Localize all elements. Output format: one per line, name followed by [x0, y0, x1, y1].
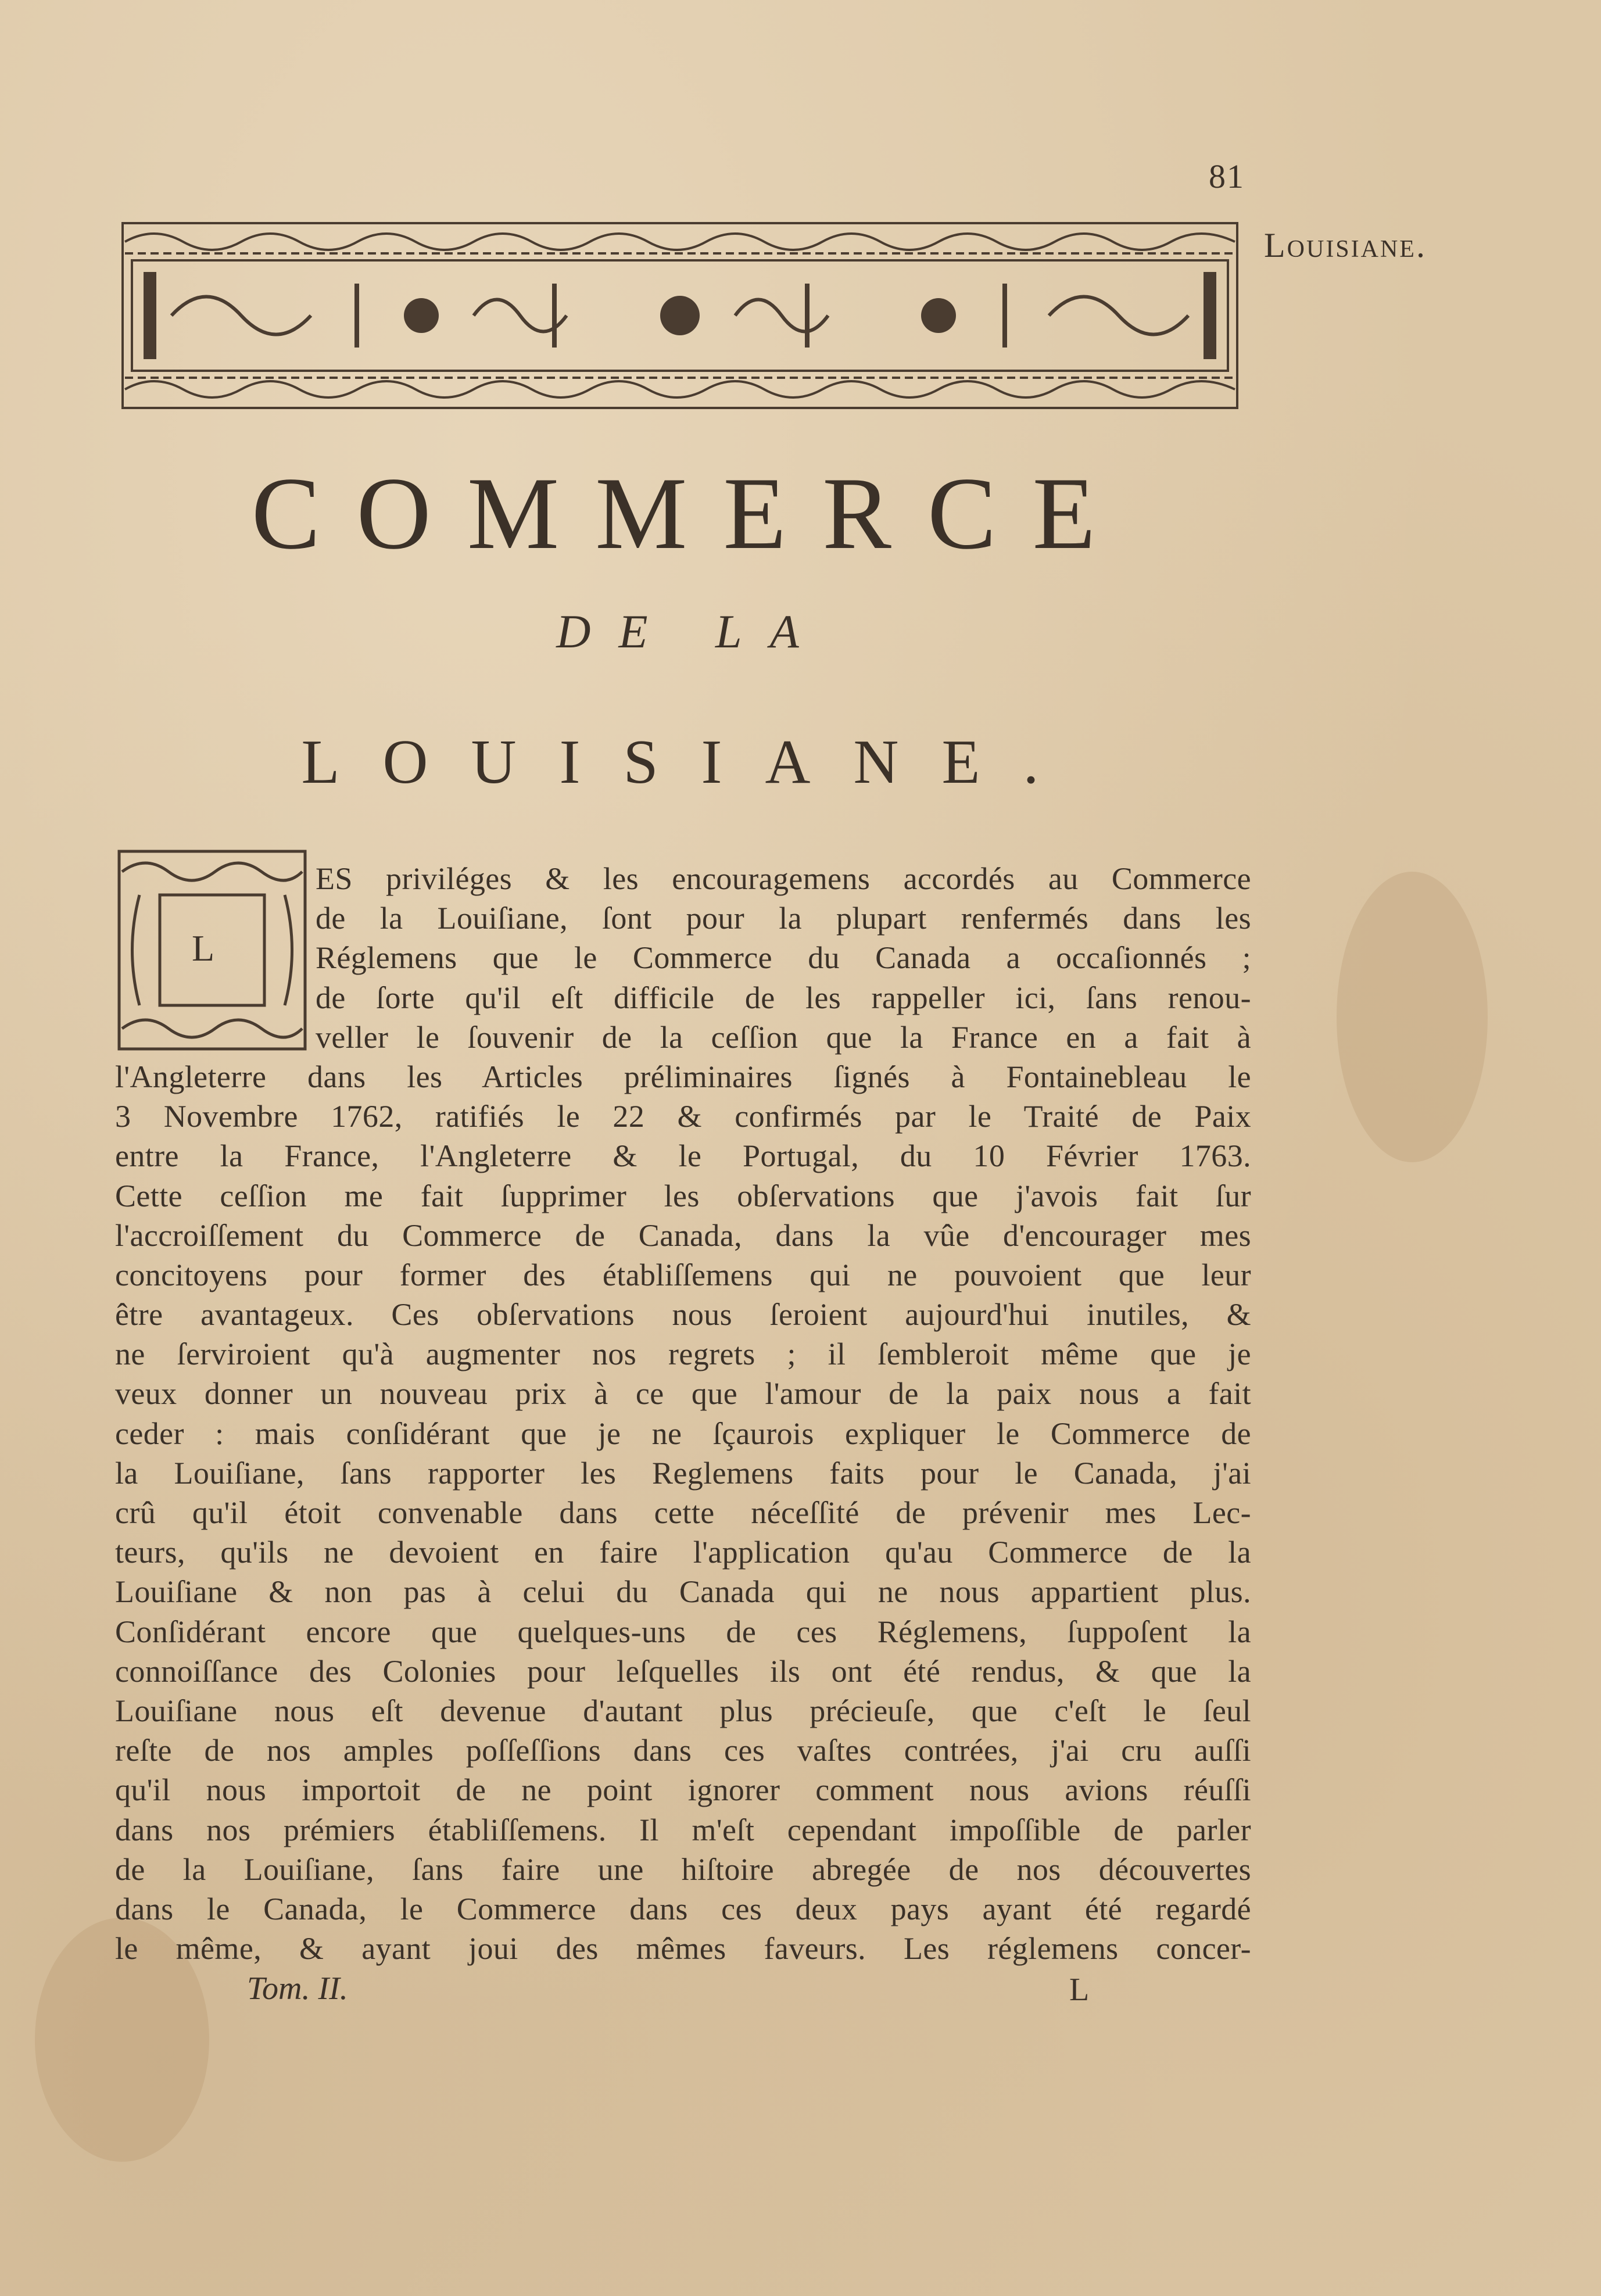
- text-line: dans nos prémiers établiſſemens. Il m'eſt cependant impoſſible de parler: [115, 1812, 1251, 1847]
- text-line: reſte de nos amples poſſeſſions dans ces vaſtes contrées, j'ai cru auſſi: [115, 1733, 1251, 1768]
- text-line: veller le ſouvenir de la ceſſion que la France en a fait à: [316, 1019, 1251, 1055]
- text-line: Louiſiane & non pas à celui du Canada qui ne nous appartient plus.: [115, 1574, 1251, 1610]
- page-subtitle-place: LOUISIANE.: [301, 728, 1082, 797]
- page-number: 81: [1209, 157, 1245, 195]
- text-line: connoiſſance des Colonies pour leſquelles ils ont été rendus, & que la: [115, 1653, 1251, 1689]
- text-line: le même, & ayant joui des mêmes faveurs. Les réglemens concer-: [115, 1931, 1251, 1967]
- text-line: Louiſiane nous eſt devenue d'autant plus précieuſe, que c'eſt le ſeul: [115, 1693, 1251, 1728]
- text-line: entre la France, l'Angleterre & le Portugal, du 10 Février 1763.: [115, 1138, 1251, 1174]
- text-line: de la Louiſiane, ſont pour la plupart renfermés dans les: [316, 901, 1251, 936]
- text-line: veux donner un nouveau prix à ce que l'amour de la paix nous a fait: [115, 1376, 1251, 1412]
- text-line: dans le Canada, le Commerce dans ces deux pays ayant été regardé: [115, 1891, 1251, 1926]
- text-line: ceder : mais conſidérant que je ne ſçaurois expliquer le Commerce de: [115, 1416, 1251, 1451]
- text-line: de la Louiſiane, ſans faire une hiſtoire abregée de nos découvertes: [115, 1851, 1251, 1887]
- running-head: Louisiane.: [1264, 226, 1427, 264]
- page-title: COMMERCE: [251, 456, 1132, 571]
- text-line: ne ſerviroient qu'à augmenter nos regrets ; il ſembleroit même que je: [115, 1337, 1251, 1372]
- drop-cap-letter: L: [192, 927, 215, 969]
- page-subtitle: DE LA: [556, 605, 827, 658]
- text-line: l'accroiſſement du Commerce de Canada, dans la vûe d'encourager mes: [115, 1217, 1251, 1253]
- text-line: qu'il nous importoit de ne point ignorer comment nous avions réuſſi: [115, 1772, 1251, 1808]
- text-line: concitoyens pour former des établiſſemens qui ne pouvoient que leur: [115, 1257, 1251, 1292]
- body-text: [115, 859, 1251, 1968]
- text-line: Réglemens que le Commerce du Canada a occaſionnés ;: [316, 940, 1251, 976]
- text-line: de ſorte qu'il eſt difficile de les rappeller ici, ſans renou-: [316, 980, 1251, 1015]
- text-line: 3 Novembre 1762, ratifiés le 22 & confirmés par le Traité de Paix: [115, 1099, 1251, 1134]
- text-line: Cette ceſſion me fait ſupprimer les obſervations que j'avois fait ſur: [115, 1178, 1251, 1213]
- text-line: être avantageux. Ces obſervations nous ſeroient aujourd'hui inutiles, &: [115, 1297, 1251, 1333]
- ornamental-headpiece: [119, 220, 1241, 411]
- text-line: ES priviléges & les encouragemens accordés au Commerce: [316, 861, 1251, 896]
- paper-stain: [1337, 872, 1488, 1162]
- signature-mark: L: [1069, 1972, 1090, 2008]
- volume-mark: Tom. II.: [247, 1971, 348, 2007]
- text-line: crû qu'il étoit convenable dans cette néceſſité de prévenir mes Lec-: [115, 1495, 1251, 1530]
- text-line: la Louiſiane, ſans rapporter les Reglemens faits pour le Canada, j'ai: [115, 1455, 1251, 1491]
- text-line: Conſidérant encore que quelques-uns de ces Réglemens, ſuppoſent la: [115, 1614, 1251, 1649]
- text-line: l'Angleterre dans les Articles préliminaires ſignés à Fontainebleau le: [115, 1059, 1251, 1094]
- text-line: teurs, qu'ils ne devoient en faire l'application qu'au Commerce de la: [115, 1535, 1251, 1570]
